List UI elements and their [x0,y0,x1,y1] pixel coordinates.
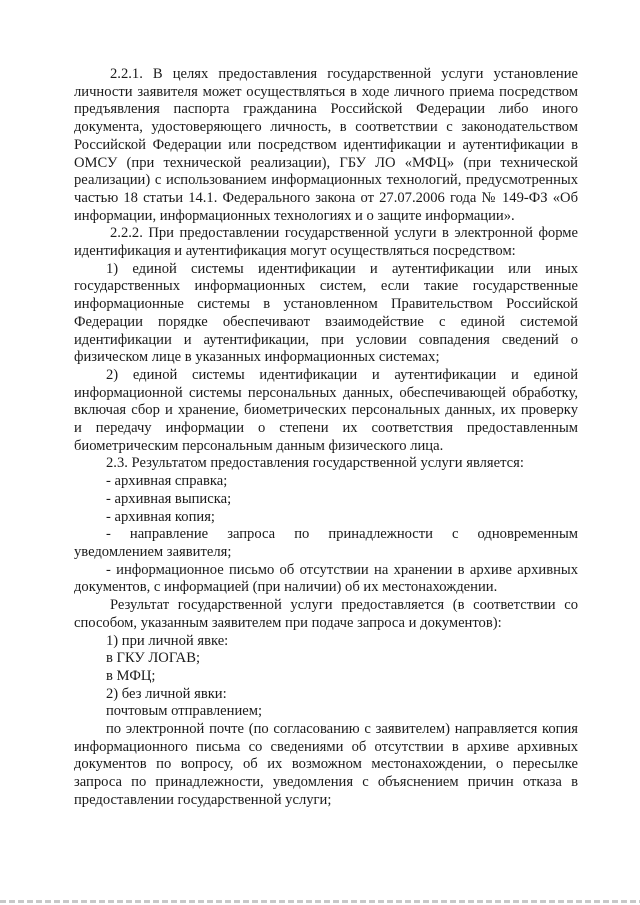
result-item-request-forwarding: - направление запроса по принадлежности с одновременным уведомлением заявителя; [74,526,578,560]
list-item-esia-and-other-systems: 1) единой системы идентификации и аутентификации или иных государственных информационных систем, если такие государственные информационные системы в установленном Правительством Российской Федерации порядке обеспечивают взаимодействие с единой системой идентификации и аутентификации, при условии совпадения сведений о физическом лице в указанных информационных системах; [74,260,578,366]
result-item-archival-extract: - архивная выписка; [106,490,232,507]
result-item-information-letter: - информационное письмо об отсутствии на хранении в архиве архивных документов, с информацией (при наличии) об их местонахождении. [74,561,578,596]
paragraph-2-2-1: 2.2.1. В целях предоставления государственной услуги установление личности заявителя может осуществляться в ходе личного приема посредством предъявления паспорта гражданина Российской Федерации либо иного документа, удостоверяющего личность, в соответствии с законодательством Российской Федерации или посредством идентификации и аутентификации в ОМСУ (при технической реализации), ГБУ ЛО «МФЦ» (при технической реализации) с использованием информационных технологий, предусмотренных частью 18 статьи 14.1. Федерального закона от 27.07.2006 года № 149-ФЗ «Об информации, информационных технологиях и о защите информации». [74,66,578,224]
paragraph-2-2-2: 2.2.2. При предоставлении государственной услуги в электронной форме идентификация и аутентификация могут осуществляться посредством: [74,225,578,260]
delivery-option-mfc: в МФЦ; [106,667,156,684]
paragraph-result-delivery: Результат государственной услуги предоставляется (в соответствии со способом, указанным заявителем при подаче запроса и документов): [74,597,578,631]
delivery-option-post: почтовым отправлением; [106,703,263,720]
delivery-option-remote: 2) без личной явки: [106,685,227,702]
result-item-archival-certificate: - архивная справка; [106,473,228,490]
scan-edge-line [0,900,640,903]
list-item-esia-and-biometrics: 2) единой системы идентификации и аутентификации и единой информационной системы персональных данных, обеспечивающей обработку, включая сбор и хранение, биометрических персональных данных, их проверку и передачу информации о степени их соответствия предоставленным биометрическим персональным данным физического лица. [74,366,578,454]
delivery-option-email: по электронной почте (по согласованию с заявителем) направляется копия информационного письма со сведениями об отсутствии в архиве архивных документов по вопросу, об их возможном местонахождении, о пересылке запроса по принадлежности, уведомления с объяснением причин отказа в предоставлении государственной услуги; [74,721,578,808]
delivery-option-in-person: 1) при личной явке: [106,632,229,649]
delivery-option-gku-logav: в ГКУ ЛОГАВ; [106,650,201,667]
paragraph-2-3: 2.3. Результатом предоставления государственной услуги является: [106,455,524,472]
result-item-archival-copy: - архивная копия; [106,508,215,525]
